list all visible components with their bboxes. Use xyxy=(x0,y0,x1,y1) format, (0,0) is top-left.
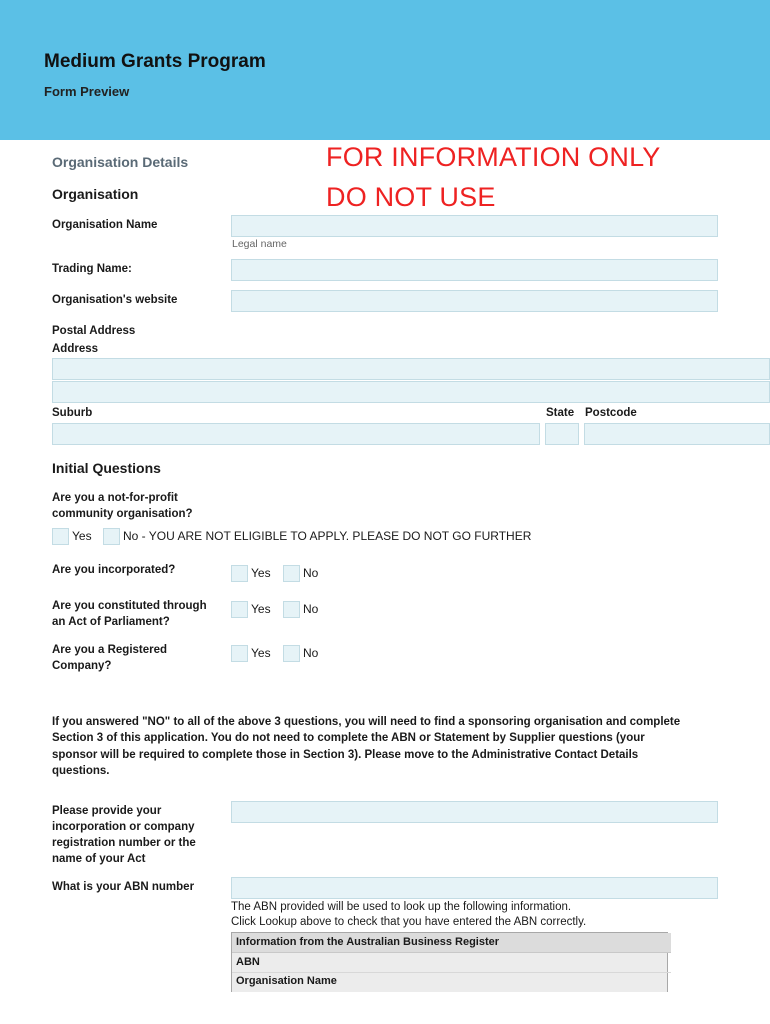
registered-question-line-1: Are you a Registered xyxy=(52,644,168,656)
abr-info-table xyxy=(231,932,668,992)
registration-question-line-2: incorporation or company xyxy=(52,821,195,833)
org-name-label: Organisation Name xyxy=(52,219,158,231)
nfp-yes-checkbox[interactable] xyxy=(52,528,69,545)
registered-question-line-2: Company? xyxy=(52,660,112,672)
state-label: State xyxy=(546,407,575,419)
address-line-1-input[interactable] xyxy=(52,358,770,380)
act-yes-label: Yes xyxy=(251,602,271,616)
org-name-hint: Legal name xyxy=(232,238,287,250)
sponsor-note-line-4: questions. xyxy=(52,765,110,778)
registered-yes-label: Yes xyxy=(251,646,271,660)
trading-name-input[interactable] xyxy=(231,259,718,281)
sponsor-note-line-2: Section 3 of this application. You do not need to complete the ABN or Statement by Supplier questions (your xyxy=(52,732,645,745)
abr-row-abn: ABN xyxy=(232,953,671,973)
org-name-input[interactable] xyxy=(231,215,718,237)
address-line-2-input[interactable] xyxy=(52,381,770,403)
section-title-organisation-details: Organisation Details xyxy=(52,154,189,170)
sponsor-note-line-1: If you answered "NO" to all of the above 3 questions, you will need to find a sponsoring organisation and complete xyxy=(52,716,681,728)
suburb-label: Suburb xyxy=(52,407,93,419)
abr-row-organisation-name: Organisation Name xyxy=(236,975,337,987)
group-title-organisation: Organisation xyxy=(52,186,139,202)
registration-question xyxy=(52,803,196,867)
initial-questions-title: Initial Questions xyxy=(52,460,161,476)
act-question-line-1: Are you constituted through xyxy=(52,600,207,612)
act-no-checkbox[interactable] xyxy=(283,601,300,618)
registered-yes-checkbox[interactable] xyxy=(231,645,248,662)
page-header xyxy=(0,0,770,140)
postcode-label: Postcode xyxy=(585,407,637,419)
address-label: Address xyxy=(52,343,99,355)
incorporated-no-checkbox[interactable] xyxy=(283,565,300,582)
act-yes-checkbox[interactable] xyxy=(231,601,248,618)
page-subtitle: Form Preview xyxy=(44,84,130,99)
postal-address-label: Postal Address xyxy=(52,325,136,337)
act-question-line-2: an Act of Parliament? xyxy=(52,616,170,628)
abr-table-header: Information from the Australian Business Register xyxy=(232,933,671,953)
nfp-question-line-2: community organisation? xyxy=(52,508,193,520)
state-input[interactable] xyxy=(545,423,579,445)
watermark-line-2: DO NOT USE xyxy=(326,182,496,212)
registered-no-label: No xyxy=(303,646,319,660)
incorporated-no-label: No xyxy=(303,566,319,580)
suburb-input[interactable] xyxy=(52,423,540,445)
nfp-question-line-1: Are you a not-for-profit xyxy=(52,492,178,504)
abn-note-line-1: The ABN provided will be used to look up the following information. xyxy=(231,901,572,913)
postcode-input[interactable] xyxy=(584,423,770,445)
nfp-no-checkbox[interactable] xyxy=(103,528,120,545)
website-input[interactable] xyxy=(231,290,718,312)
registered-no-checkbox[interactable] xyxy=(283,645,300,662)
abn-label: What is your ABN number xyxy=(52,881,195,893)
sponsor-note xyxy=(52,714,752,780)
registration-number-input[interactable] xyxy=(231,801,718,823)
page-title: Medium Grants Program xyxy=(44,51,266,72)
registration-question-line-1: Please provide your xyxy=(52,805,162,817)
watermark-line-1: FOR INFORMATION ONLY xyxy=(326,142,661,172)
nfp-yes-label: Yes xyxy=(72,529,92,543)
sponsor-note-line-3: sponsor will be required to complete those in Section 3). Please move to the Administrative Contact Details xyxy=(52,748,639,761)
abn-input[interactable] xyxy=(231,877,718,899)
registration-question-line-4: name of your Act xyxy=(52,853,146,865)
abn-note-line-2: Click Lookup above to check that you have entered the ABN correctly. xyxy=(231,916,587,928)
website-label: Organisation's website xyxy=(52,294,178,306)
incorporated-question: Are you incorporated? xyxy=(52,564,176,576)
registration-question-line-3: registration number or the xyxy=(52,837,196,849)
incorporated-yes-label: Yes xyxy=(251,566,271,580)
nfp-no-label: No - YOU ARE NOT ELIGIBLE TO APPLY. PLEASE DO NOT GO FURTHER xyxy=(123,529,532,543)
act-no-label: No xyxy=(303,602,319,616)
incorporated-yes-checkbox[interactable] xyxy=(231,565,248,582)
abn-note xyxy=(231,900,586,930)
trading-name-label: Trading Name: xyxy=(52,263,132,275)
